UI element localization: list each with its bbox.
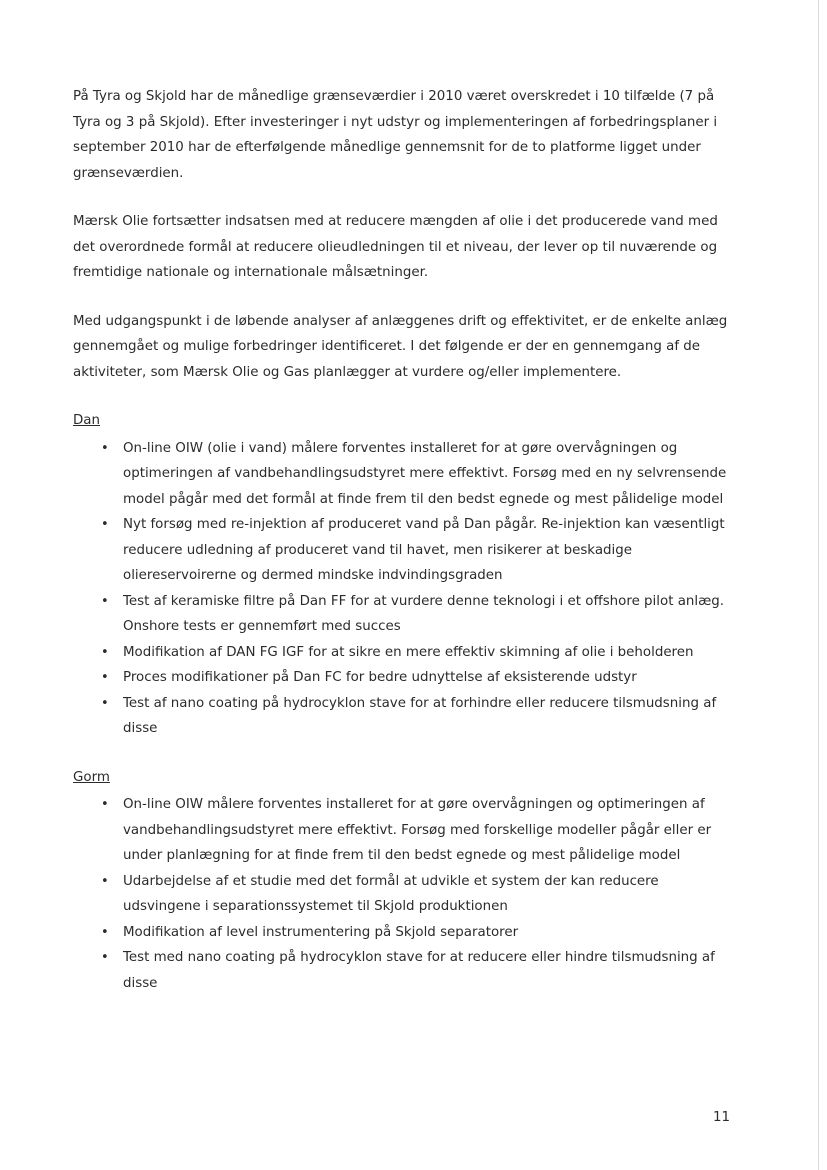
bullet-list-gorm (73, 792, 733, 996)
list-item: • On-line OIW (olie i vand) målere forventes installeret for at gøre overvågningen og optimeringen af vandbehandlingsudstyret mere effektivt. Forsøg med en ny selvrensende model pågår med det formål at finde frem til den bedst egnede og mest pålidelige model (123, 436, 733, 513)
list-item: • Test af keramiske filtre på Dan FF for at vurdere denne teknologi i et offshore pilot anlæg. Onshore tests er gennemført med succes (123, 589, 733, 640)
section-title-gorm: Gorm (73, 769, 110, 785)
list-item: • Nyt forsøg med re-injektion af produceret vand på Dan pågår. Re-injektion kan væsentligt reducere udledning af produceret vand til havet, men risikerer at beskadige oliereservoirerne og dermed mindske indvindingsgraden (123, 512, 733, 589)
paragraph-effort: Mærsk Olie fortsætter indsatsen med at reducere mængden af olie i det producerede vand med det overordnede formål at reducere olieudledningen til et niveau, der lever op til nuværende og fremtidige nationale og internationale målsætninger. (73, 214, 718, 280)
list-item: • Udarbejdelse af et studie med det formål at udvikle et system der kan reducere udsvingene i separationssystemet til Skjold produktionen (123, 869, 733, 920)
list-item: • Test af nano coating på hydrocyklon stave for at forhindre eller reducere tilsmudsning af disse (123, 691, 733, 742)
page-number: 11 (712, 1110, 730, 1125)
paragraph-exceedances: På Tyra og Skjold har de månedlige grænseværdier i 2010 været overskredet i 10 tilfælde (7 på Tyra og 3 på Skjold). Efter investeringer i nyt udstyr og implementeringen af forbedringsplaner i september 2010 har de efterfølgende månedlige gennemsnit for de to platforme ligget under grænseværdien. (73, 89, 718, 181)
list-item: • Modifikation af DAN FG IGF for at sikre en mere effektiv skimning af olie i beholderen (123, 640, 733, 666)
paragraph-analysis: Med udgangspunkt i de løbende analyser af anlæggenes drift og effektivitet, er de enkelte anlæg gennemgået og mulige forbedringer identificeret. I det følgende er der en gennemgang af de aktiviteter, som Mærsk Olie og Gas planlægger at vurdere og/eller implementere. (73, 313, 728, 380)
page-edge-line (818, 0, 819, 1170)
section-title-dan: Dan (73, 413, 101, 428)
bullet-list-dan (73, 436, 733, 742)
document-body (73, 84, 733, 1019)
list-item: • Test med nano coating på hydrocyklon stave for at reducere eller hindre tilsmudsning af disse (123, 945, 733, 996)
list-item: • Proces modifikationer på Dan FC for bedre udnyttelse af eksisterende udstyr (123, 665, 733, 691)
list-item: • On-line OIW målere forventes installeret for at gøre overvågningen og optimeringen af vandbehandlingsudstyret mere effektivt. Forsøg med forskellige modeller pågår eller er under planlægning for at finde frem til den bedst egnede og mest pålidelige model (123, 792, 733, 869)
list-item: • Modifikation af level instrumentering på Skjold separatorer (123, 920, 733, 946)
